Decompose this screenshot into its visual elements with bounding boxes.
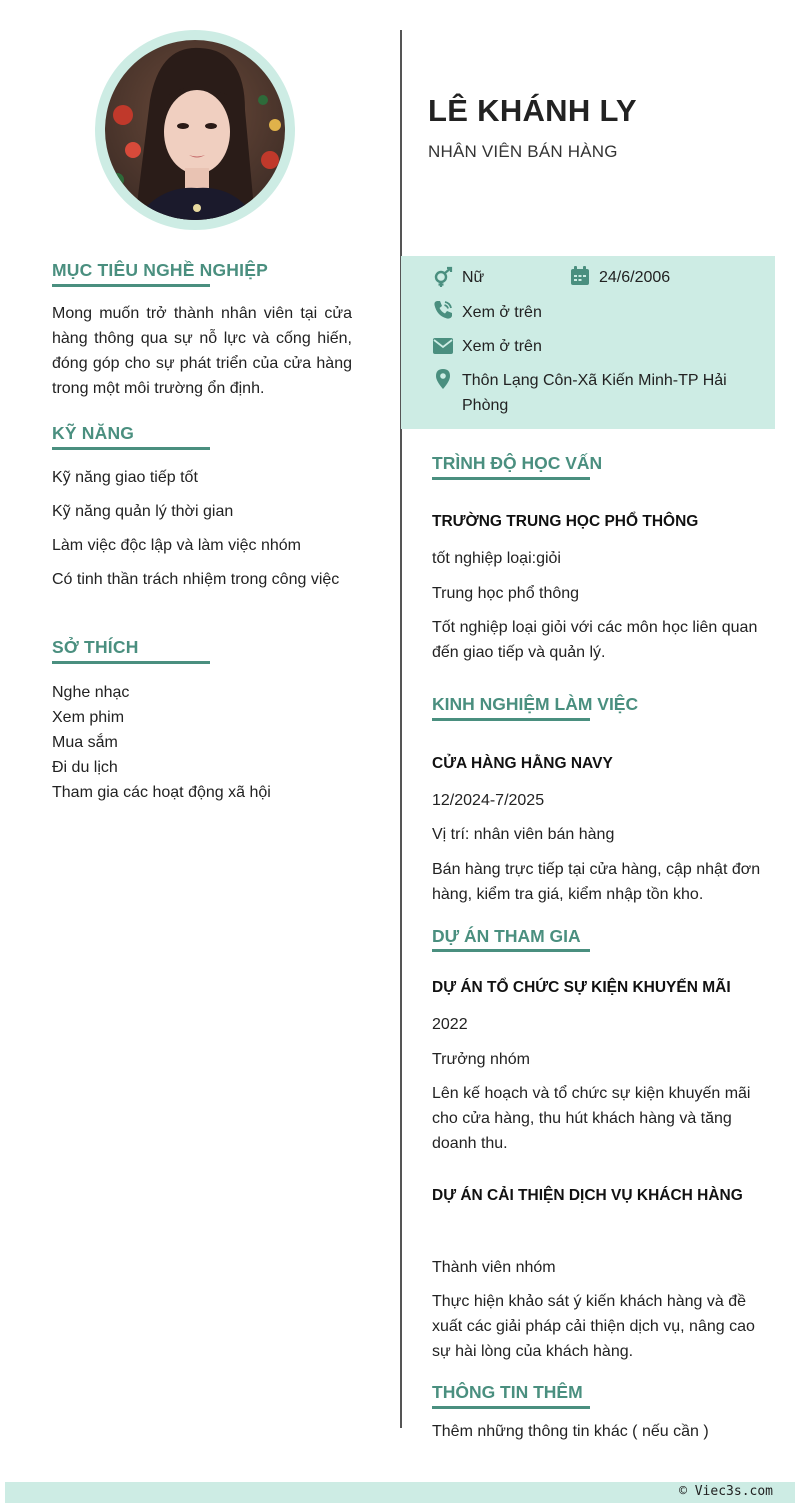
section-underline	[432, 949, 590, 952]
job-title: NHÂN VIÊN BÁN HÀNG	[428, 142, 618, 161]
project-year: 2022	[432, 1016, 468, 1033]
skill-item: Kỹ năng quản lý thời gian	[52, 503, 234, 520]
experience-company: CỬA HÀNG HẰNG NAVY	[432, 755, 613, 772]
objective-text: Mong muốn trở thành nhân viên tại cửa hàng thông qua sự nỗ lực và cống hiến, đóng góp cho sự phát triển của cửa hàng trong một môi trường ổn định.	[52, 305, 352, 397]
hobbies-section	[52, 636, 352, 805]
avatar-frame	[95, 30, 295, 230]
project-description: Thực hiện khảo sát ý kiến khách hàng và đề xuất các giải pháp cải thiện dịch vụ, nâng cao sự hài lòng của khách hàng.	[432, 1293, 755, 1360]
experience-description: Bán hàng trực tiếp tại cửa hàng, cập nhật đơn hàng, kiểm tra giá, kiểm nhập tồn kho.	[432, 861, 761, 903]
project-role: Thành viên nhóm	[432, 1259, 556, 1276]
section-underline	[432, 718, 590, 721]
objective-title: MỤC TIÊU NGHỀ NGHIỆP	[52, 260, 268, 280]
objective-section	[52, 259, 352, 401]
education-level: Trung học phổ thông	[432, 585, 580, 602]
phone-value: Xem ở trên	[462, 304, 542, 321]
location-pin-icon	[432, 368, 454, 390]
footer-bar	[5, 1482, 795, 1503]
calendar-icon	[569, 265, 591, 287]
education-description: Tốt nghiệp loại giỏi với các môn học liên quan đến giao tiếp và quản lý.	[432, 619, 758, 661]
hobby-item: Xem phim	[52, 709, 125, 726]
project-description: Lên kế hoạch và tổ chức sự kiện khuyến mãi cho cửa hàng, thu hút khách hàng và tăng doanh thu.	[432, 1085, 751, 1152]
project-role: Trưởng nhóm	[432, 1051, 530, 1068]
avatar	[105, 40, 285, 220]
hobby-item: Đi du lịch	[52, 759, 118, 776]
section-underline	[52, 447, 210, 450]
section-underline	[52, 661, 210, 664]
column-divider	[400, 30, 402, 1428]
hobbies-title: SỞ THÍCH	[52, 637, 139, 657]
additional-title: THÔNG TIN THÊM	[432, 1382, 583, 1402]
experience-period: 12/2024-7/2025	[432, 792, 545, 809]
project-name: DỰ ÁN TỔ CHỨC SỰ KIỆN KHUYẾN MÃI	[432, 979, 731, 996]
gender-icon	[432, 266, 454, 288]
full-name: LÊ KHÁNH LY	[428, 93, 637, 128]
experience-title: KINH NGHIỆM LÀM VIỆC	[432, 694, 639, 714]
section-underline	[52, 284, 210, 287]
gender-value: Nữ	[462, 269, 485, 286]
education-school: TRƯỜNG TRUNG HỌC PHỔ THÔNG	[432, 513, 699, 530]
education-title: TRÌNH ĐỘ HỌC VẤN	[432, 453, 603, 473]
birthdate-value: 24/6/2006	[599, 269, 671, 286]
education-grade: tốt nghiệp loại:giỏi	[432, 550, 561, 567]
skill-item: Làm việc độc lập và làm việc nhóm	[52, 537, 301, 554]
footer-credit: © Viec3s.com	[679, 1484, 773, 1499]
skills-section	[52, 422, 352, 592]
phone-icon	[432, 299, 454, 321]
hobby-item: Tham gia các hoạt động xã hội	[52, 784, 271, 801]
hobby-item: Mua sắm	[52, 734, 118, 751]
avatar-photo	[105, 40, 285, 220]
contact-box	[401, 256, 775, 429]
address-value: Thôn Lạng Côn-Xã Kiến Minh-TP Hải Phòng	[462, 372, 727, 414]
skill-item: Có tinh thần trách nhiệm trong công việc	[52, 571, 340, 588]
additional-text: Thêm những thông tin khác ( nếu cần )	[432, 1423, 709, 1440]
section-underline	[432, 1406, 590, 1409]
email-icon	[432, 335, 454, 357]
hobby-item: Nghe nhạc	[52, 684, 130, 701]
experience-position: Vị trí: nhân viên bán hàng	[432, 826, 615, 843]
email-value: Xem ở trên	[462, 338, 542, 355]
skill-item: Kỹ năng giao tiếp tốt	[52, 469, 198, 486]
skills-title: KỸ NĂNG	[52, 423, 135, 443]
project-name: DỰ ÁN CẢI THIỆN DỊCH VỤ KHÁCH HÀNG	[432, 1187, 743, 1204]
section-underline	[432, 477, 590, 480]
projects-title: DỰ ÁN THAM GIA	[432, 926, 581, 946]
